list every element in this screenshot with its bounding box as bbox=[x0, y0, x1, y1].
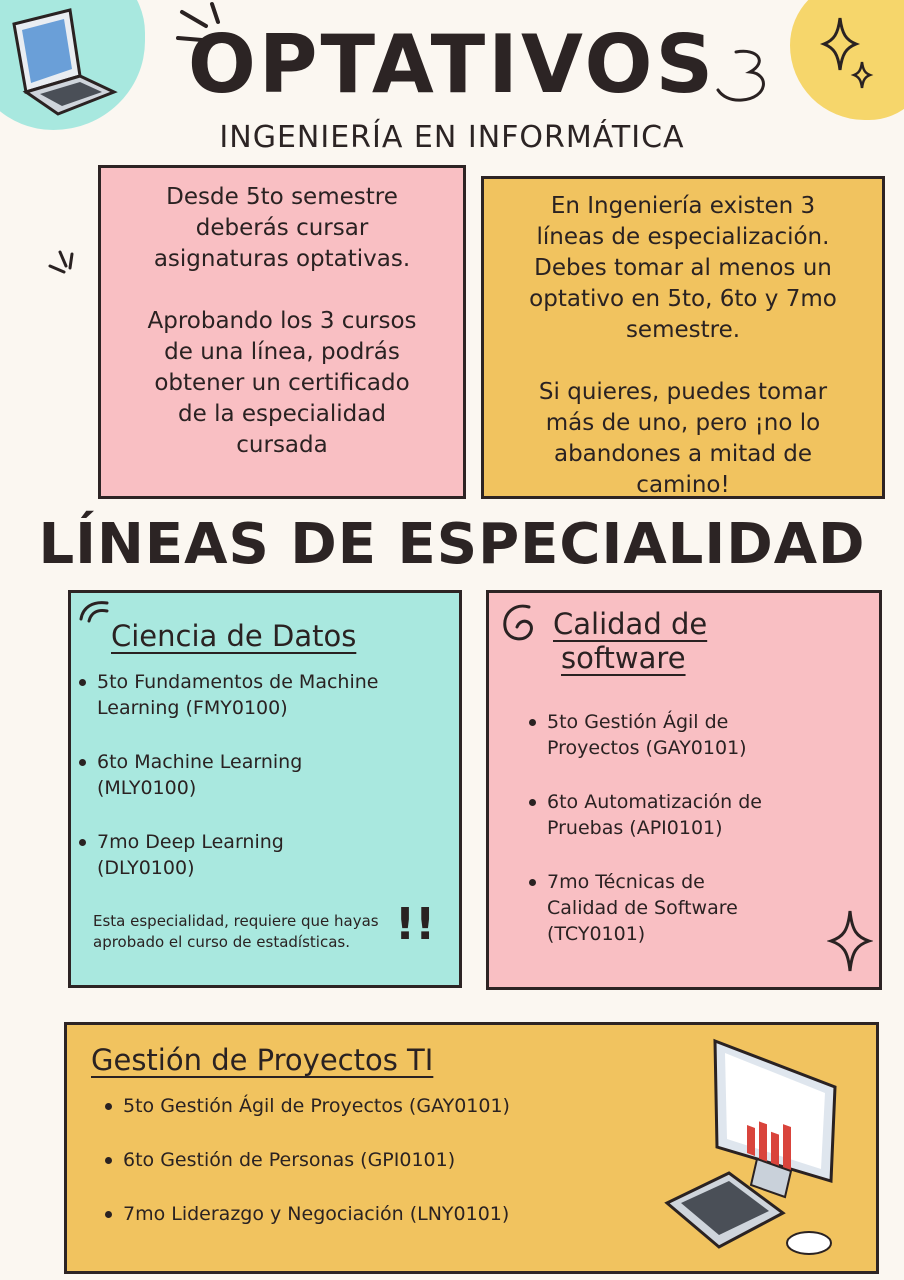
burst-lines-small-icon bbox=[46, 248, 80, 282]
list-item: 7mo Deep Learning (DLY0100) bbox=[77, 829, 457, 881]
gestion-proyectos-card bbox=[64, 1022, 879, 1274]
calidad-software-title-line1: Calidad de bbox=[553, 607, 708, 641]
ciencia-datos-list bbox=[77, 669, 457, 881]
list-item: 5to Gestión Ágil de Proyectos (GAY0101) bbox=[103, 1093, 663, 1119]
ciencia-datos-card bbox=[68, 590, 462, 988]
curl-swirl-icon bbox=[497, 601, 541, 649]
sparkle-icon bbox=[827, 907, 873, 975]
intro-right-card bbox=[481, 176, 885, 499]
corner-swoosh-icon bbox=[77, 597, 111, 623]
gestion-proyectos-title: Gestión de Proyectos TI bbox=[91, 1043, 434, 1077]
exclamation-mark: !! bbox=[395, 899, 436, 950]
list-item: 6to Gestión de Personas (GPI0101) bbox=[103, 1147, 663, 1173]
section-heading: LÍNEAS DE ESPECIALIDAD bbox=[38, 512, 866, 577]
list-item: 5to Gestión Ágil de Proyectos (GAY0101) bbox=[527, 709, 867, 761]
gestion-proyectos-list bbox=[103, 1093, 663, 1227]
intro-left-text: Desde 5to semestre deberás cursar asignaturas optativas. Aprobando los 3 cursos de una línea, podrás obtener un certificado de la especialidad cursada bbox=[147, 184, 417, 458]
calidad-software-title-line2: software bbox=[561, 641, 686, 675]
page-title: OPTATIVOS bbox=[187, 18, 717, 111]
list-item: 5to Fundamentos de Machine Learning (FMY0100) bbox=[77, 669, 457, 721]
calidad-software-list bbox=[527, 709, 867, 947]
calidad-software-card bbox=[486, 590, 882, 990]
intro-right-text: En Ingeniería existen 3 líneas de especialización. Debes tomar al menos un optativo en 5to, 6to y 7mo semestre. Si quieres, puedes tomar más de uno, pero ¡no lo abandones a mitad de camino! bbox=[529, 193, 837, 498]
list-item: 7mo Técnicas de Calidad de Software (TCY0101) bbox=[527, 869, 867, 947]
desktop-computer-icon bbox=[659, 1035, 869, 1265]
list-item: 6to Automatización de Pruebas (API0101) bbox=[527, 789, 867, 841]
ciencia-datos-title: Ciencia de Datos bbox=[111, 619, 357, 653]
ciencia-datos-note: Esta especialidad, requiere que hayas aprobado el curso de estadísticas. bbox=[93, 912, 379, 951]
intro-left-card bbox=[98, 165, 466, 499]
list-item: 7mo Liderazgo y Negociación (LNY0101) bbox=[103, 1201, 663, 1227]
list-item: 6to Machine Learning (MLY0100) bbox=[77, 749, 457, 801]
page-subtitle: INGENIERÍA EN INFORMÁTICA bbox=[219, 120, 685, 155]
